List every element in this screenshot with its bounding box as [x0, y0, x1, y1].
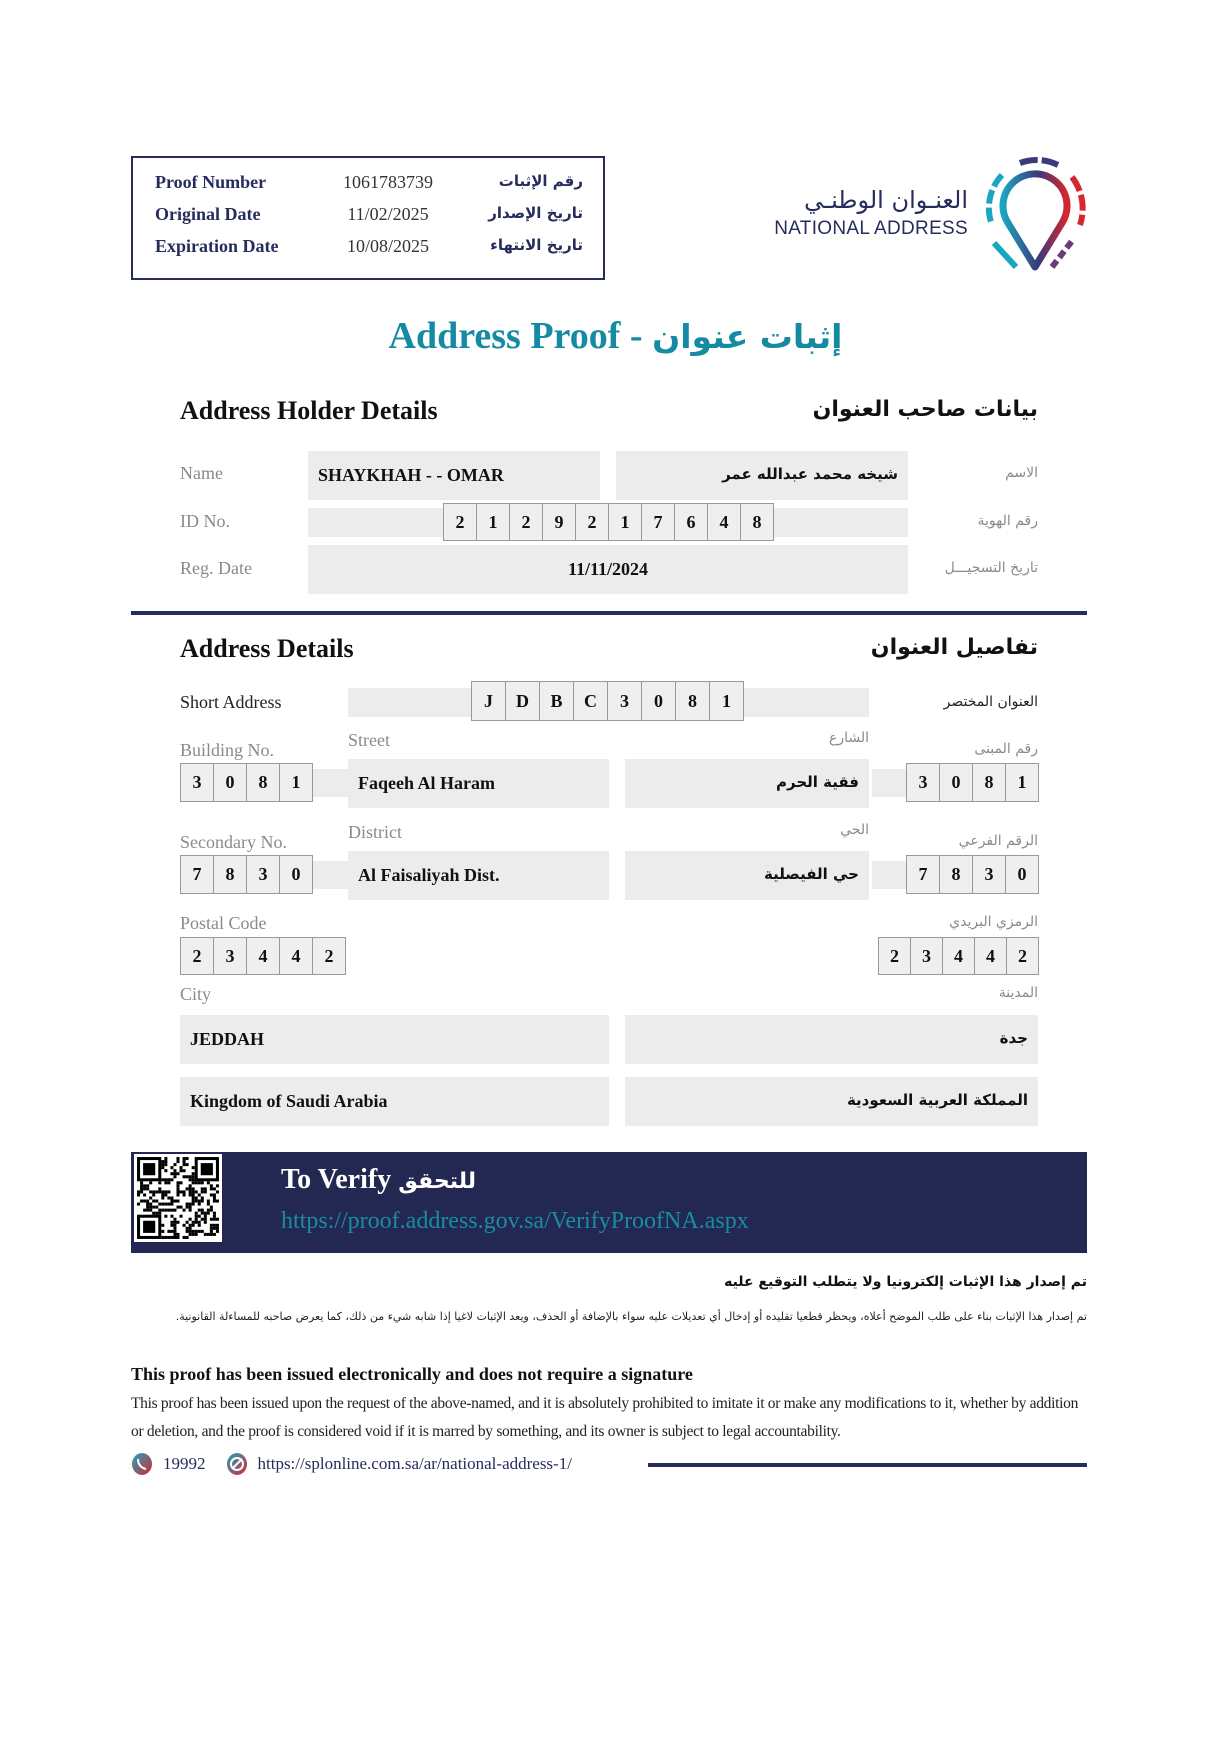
reg-date-label: Reg. Date [180, 558, 252, 578]
digit-box: 2 [312, 937, 346, 975]
digit-box: 8 [246, 763, 280, 802]
street-ar-field [625, 759, 869, 808]
digit-box: 7 [180, 855, 214, 894]
name-label-ar: الاسم [1005, 465, 1038, 481]
digit-box: 1 [709, 681, 744, 721]
footer-divider [648, 1463, 1087, 1467]
expiration-date-label-ar: تاريخ الانتهاء [490, 236, 583, 254]
notice-body-en: This proof has been issued upon the request of the above-named, and it is absolutely prohibited to imitate it or make any modifications to it, whether by addition or deletion, and the proof is considered void if it is marred by something, and its owner is subject to legal accountability. [131, 1395, 1079, 1440]
district-en-field [348, 851, 609, 900]
street-en-field [348, 759, 609, 808]
digit-box: 3 [910, 937, 943, 975]
country-ar-field [625, 1077, 1038, 1126]
address-heading-ar: تفاصيل العنوان [870, 635, 1038, 660]
building-number-boxes-ar [906, 763, 1039, 802]
digit-box: 0 [213, 763, 247, 802]
digit-box: 8 [939, 855, 973, 894]
street-label-ar: الشارع [828, 730, 869, 746]
qr-code-icon[interactable] [134, 1154, 222, 1242]
secondary-number-boxes [180, 855, 313, 894]
short-address-label-ar: العنوان المختصر [943, 694, 1038, 710]
title-ar: إثبات عنوان [652, 317, 843, 356]
secondary-label: Secondary No. [180, 832, 287, 852]
name-ar-field [616, 451, 908, 500]
city-label-ar: المدينة [998, 985, 1038, 1001]
digit-box: 2 [509, 503, 543, 541]
digit-box: 1 [1005, 763, 1039, 802]
proof-number-value: 1061783739 [343, 172, 433, 192]
digit-box: 3 [906, 763, 940, 802]
digit-box: 4 [942, 937, 975, 975]
digit-box: 7 [641, 503, 675, 541]
city-ar-value: جدة [999, 1029, 1028, 1047]
secondary-ar-field-tail [872, 861, 906, 889]
short-address-label: Short Address [180, 692, 282, 712]
digit-box: 0 [939, 763, 973, 802]
page-title [0, 314, 1231, 358]
digit-box: 4 [974, 937, 1007, 975]
expiration-date-label: Expiration Date [155, 236, 279, 256]
city-label: City [180, 984, 212, 1004]
digit-box: 4 [246, 937, 280, 975]
building-field-tail [312, 769, 348, 797]
web-icon [226, 1452, 248, 1476]
building-number-boxes [180, 763, 313, 802]
digit-box: D [505, 681, 540, 721]
digit-box: 1 [608, 503, 642, 541]
logo-text-en: NATIONAL ADDRESS [774, 218, 968, 239]
city-ar-field [625, 1015, 1038, 1064]
name-ar-value: شيخه محمد عبدالله عمر [722, 465, 898, 483]
digit-box: 3 [180, 763, 214, 802]
digit-box: 3 [607, 681, 642, 721]
id-number-boxes [443, 503, 774, 541]
verify-url-link[interactable]: https://proof.address.gov.sa/VerifyProofNA.aspx [281, 1208, 749, 1234]
digit-box: 3 [972, 855, 1006, 894]
building-label-ar: رقم المبنى [974, 741, 1038, 757]
verify-title-en: To Verify [281, 1164, 399, 1195]
district-ar-field [625, 851, 869, 900]
phone-number: 19992 [163, 1454, 206, 1473]
digit-box: 0 [279, 855, 313, 894]
name-label: Name [180, 463, 223, 483]
secondary-label-ar: الرقم الفرعي [958, 833, 1038, 849]
notice-body-ar: تم إصدار هذا الإثبات بناء على طلب الموضح أعلاه، ويحظر قطعيا تقليده أو إدخال أي تعديلات عليه سواء بالإضافة أو الحذف، ويعد الإثبات لاغيا إذا شابه شيء من ذلك، كما يعرض صاحبه للمساءلة القانونية. [175, 1310, 1087, 1323]
digit-box: 8 [675, 681, 710, 721]
digit-box: 4 [707, 503, 741, 541]
digit-box: 2 [878, 937, 911, 975]
holder-heading-en: Address Holder Details [180, 396, 438, 425]
expiration-date-value: 10/08/2025 [346, 236, 429, 256]
short-address-boxes [471, 681, 744, 721]
proof-number-label-ar: رقم الإثبات [498, 172, 583, 190]
logo-text-ar: العنـوان الوطنـي [804, 186, 968, 214]
name-en-value: SHAYKHAH - - OMAR [318, 465, 504, 485]
original-date-label-ar: تاريخ الإصدار [488, 204, 583, 222]
address-heading-en: Address Details [180, 634, 354, 663]
id-label-ar: رقم الهوية [977, 513, 1038, 529]
expiration-date-row [133, 236, 603, 266]
digit-box: 1 [476, 503, 510, 541]
digit-box: 4 [279, 937, 313, 975]
proof-number-label: Proof Number [155, 172, 267, 192]
district-label: District [348, 822, 402, 842]
country-en-value: Kingdom of Saudi Arabia [190, 1091, 388, 1111]
holder-heading-ar: بيانات صاحب العنوان [812, 397, 1038, 422]
proof-info-box [131, 156, 605, 280]
building-label: Building No. [180, 740, 275, 760]
notice-heading-en: This proof has been issued electronically and does not require a signature [131, 1364, 693, 1384]
street-en-value: Faqeeh Al Haram [358, 773, 495, 793]
country-ar-value: المملكة العربية السعودية [846, 1091, 1028, 1109]
district-en-value: Al Faisaliyah Dist. [358, 865, 500, 885]
digit-box: 8 [972, 763, 1006, 802]
website-link[interactable]: https://splonline.com.sa/ar/national-address-1/ [257, 1454, 572, 1473]
national-address-pin-logo-icon [980, 155, 1090, 275]
section-divider [131, 611, 1087, 615]
postal-code-boxes-ar [878, 937, 1039, 975]
notice-heading-ar: تم إصدار هذا الإثبات إلكترونيا ولا يتطلب التوقيع عليه [724, 1274, 1087, 1290]
original-date-label: Original Date [155, 204, 261, 224]
digit-box: 2 [180, 937, 214, 975]
city-en-value: JEDDAH [190, 1029, 265, 1049]
district-label-ar: الحي [840, 822, 869, 838]
digit-box: 8 [213, 855, 247, 894]
digit-box: 7 [906, 855, 940, 894]
digit-box: J [471, 681, 506, 721]
verify-title-ar: للتحقق [398, 1169, 476, 1194]
digit-box: 2 [575, 503, 609, 541]
digit-box: 6 [674, 503, 708, 541]
secondary-number-boxes-ar [906, 855, 1039, 894]
original-date-row [133, 204, 603, 234]
district-ar-value: حي الفيصلية [763, 865, 859, 883]
original-date-value: 11/02/2025 [347, 204, 429, 224]
secondary-field-tail [312, 861, 348, 889]
digit-box: 0 [641, 681, 676, 721]
street-label: Street [348, 730, 390, 750]
building-ar-field-tail [872, 769, 906, 797]
reg-date-label-ar: تاريخ التسجيـــل [944, 560, 1038, 576]
digit-box: 3 [246, 855, 280, 894]
city-en-field [180, 1015, 609, 1064]
verify-title [281, 1164, 476, 1196]
digit-box: 1 [279, 763, 313, 802]
country-en-field [180, 1077, 609, 1126]
proof-number-row [133, 172, 603, 202]
digit-box: 9 [542, 503, 576, 541]
reg-date-value: 11/11/2024 [567, 559, 648, 579]
reg-date-field [308, 545, 908, 594]
footer-contact [131, 1450, 572, 1478]
id-label: ID No. [180, 511, 230, 531]
digit-box: 2 [1006, 937, 1039, 975]
digit-box: B [539, 681, 574, 721]
street-ar-value: فقية الحرم [776, 773, 859, 791]
postal-label-ar: الرمزي البريدي [949, 914, 1038, 930]
digit-box: 2 [443, 503, 477, 541]
digit-box: 0 [1005, 855, 1039, 894]
digit-box: C [573, 681, 608, 721]
digit-box: 3 [213, 937, 247, 975]
postal-label: Postal Code [180, 913, 267, 933]
verify-banner [131, 1152, 1087, 1253]
phone-icon [131, 1452, 153, 1476]
title-en: Address Proof - [388, 315, 653, 357]
name-en-field [308, 451, 600, 500]
digit-box: 8 [740, 503, 774, 541]
postal-code-boxes [180, 937, 346, 975]
